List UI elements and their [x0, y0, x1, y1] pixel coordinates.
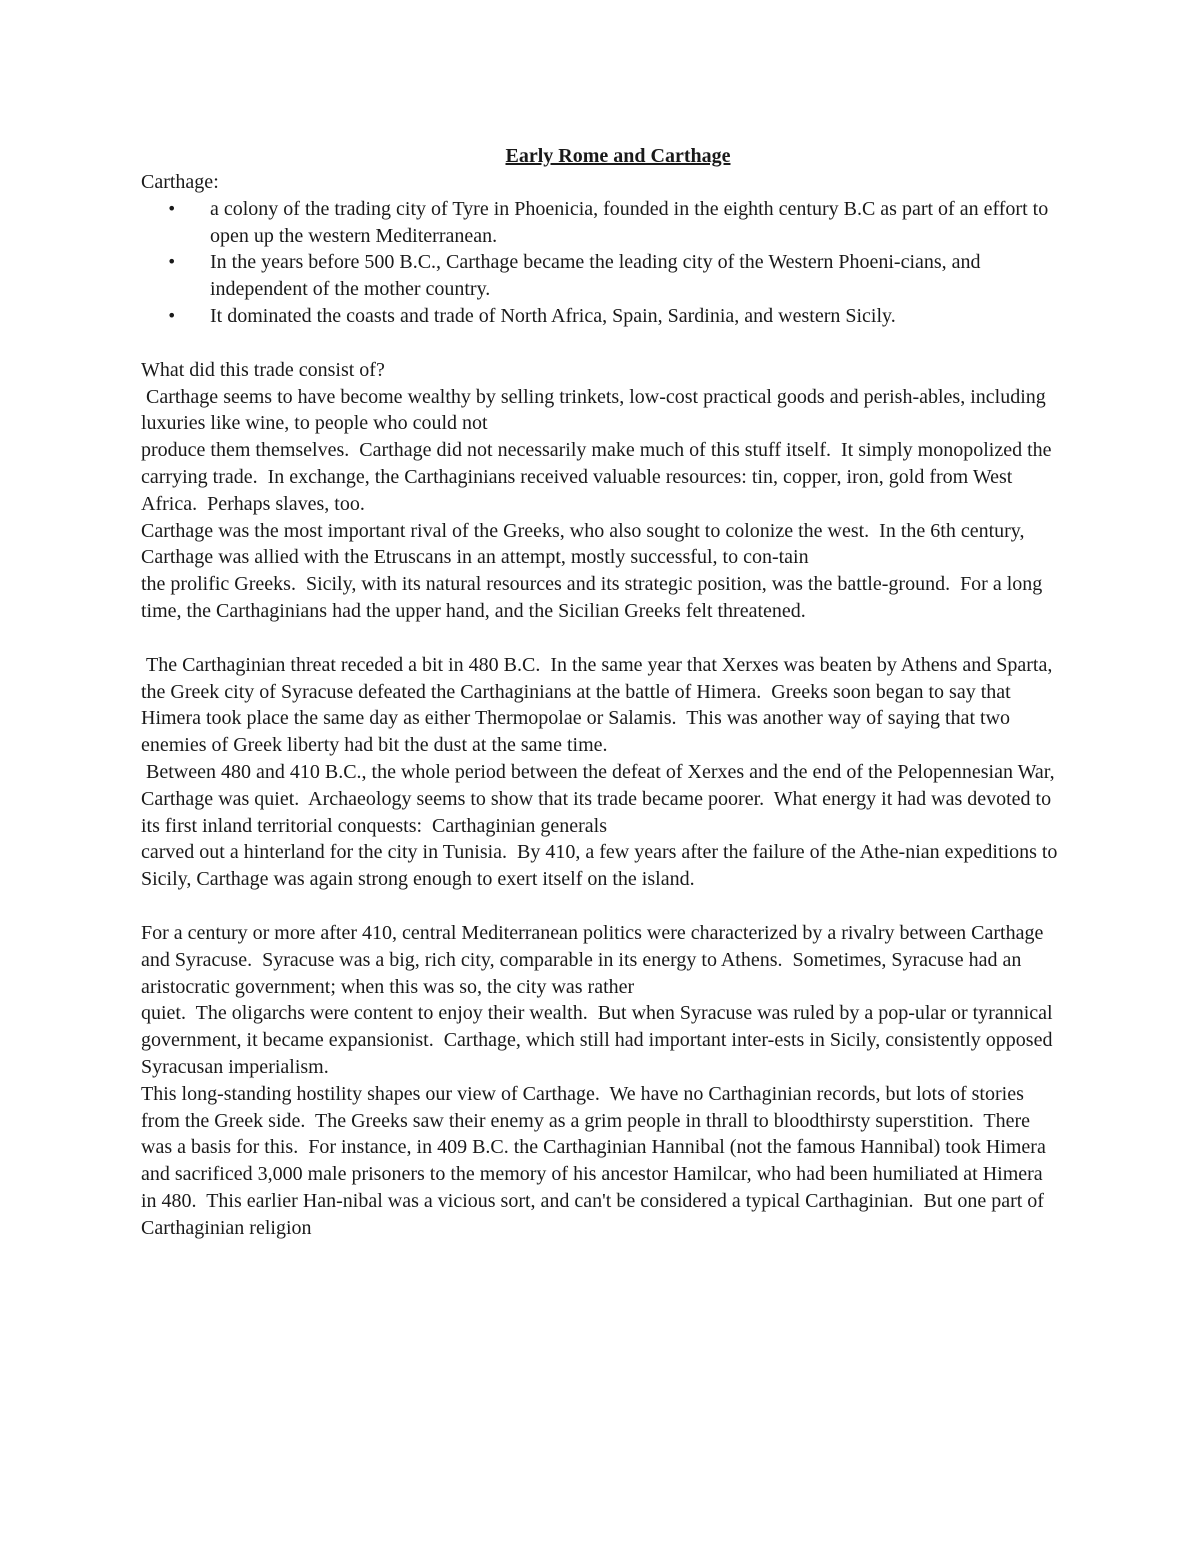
bullet-text: It dominated the coasts and trade of North Africa, Spain, Sardinia, and western Sicily. — [210, 304, 896, 327]
document-title: Early Rome and Carthage — [505, 145, 731, 167]
paragraph: Carthage seems to have become wealthy by selling trinkets, low-cost practical goods and perish-ables, including luxuries like wine, to people who could not produce them themselves. Carthage did not necessarily make much of this stuff itself. It simply monopolized the carrying trade. In exchange, the Carthaginians received valuable resources: tin, copper, iron, gold from West Africa. Perhaps slaves, too. — [141, 385, 1052, 515]
bullet-icon: • — [167, 198, 177, 218]
bullet-icon: • — [167, 252, 177, 272]
bullet-text: a colony of the trading city of Tyre in Phoenicia, founded in the eighth century B.C as part of an effort to open up the western Mediterranean. — [210, 197, 1049, 247]
blank-line — [141, 625, 1061, 652]
paragraph: This long-standing hostility shapes our view of Carthage. We have no Carthaginian records, but lots of stories from the Greek side. The Greeks saw their enemy as a grim people in thrall to bloodthirsty superstition. There was a basis for this. For instance, in 409 B.C. the Carthaginian Hannibal (not the famous Hannibal) took Himera and sacrificed 3,000 male prisoners to the memory of his ancestor Hamilcar, who had been humiliated at Himera in 480. This earlier Han-nibal was a vicious sort, and can't be considered a typical Carthaginian. But one part of Carthaginian religion — [141, 1082, 1051, 1239]
bullet-item — [141, 249, 1061, 303]
paragraph: The Carthaginian threat receded a bit in 480 B.C. In the same year that Xerxes was beaten by Athens and Sparta, the Greek city of Syracuse defeated the Carthaginians at the battle of Himera. Greeks soon began to say that Himera took place the same day as either Thermopolae or Salamis. This was another way of saying that two enemies of Greek liberty had bit the dust at the same time. — [141, 653, 1058, 757]
paragraph: Carthage was the most important rival of the Greeks, who also sought to colonize the west. In the 6th century, Carthage was allied with the Etruscans in an attempt, mostly successful, to con-tain the prolific Greeks. Sicily, with its natural resources and its strategic position, was the battle-ground. For a long time, the Carthaginians had the upper hand, and the Sicilian Greeks felt threatened. — [141, 519, 1043, 622]
bullet-list — [141, 196, 1061, 330]
bullet-text: In the years before 500 B.C., Carthage became the leading city of the Western Phoeni-cians, and independent of the mother country. — [210, 251, 981, 301]
blank-line — [141, 893, 1061, 920]
paragraph: For a century or more after 410, central Mediterranean politics were characterized by a rivalry between Carthage and Syracuse. Syracuse was a big, rich city, comparable in its energy to Athens. Sometimes, Syracuse had an aristocratic government; when this was so, the city was rather quiet. The oligarchs were content to enjoy their wealth. But when Syracuse was ruled by a pop-ular or tyrannical government, it became expansionist. Carthage, which still had important inter-ests in Sicily, consistently opposed Syracusan imperialism. — [141, 921, 1053, 1078]
bullet-item — [141, 196, 1061, 250]
bullet-icon: • — [167, 305, 177, 325]
bullet-item — [141, 303, 1061, 330]
paragraph: Between 480 and 410 B.C., the whole period between the defeat of Xerxes and the end of the Pelopennesian War, Carthage was quiet. Archaeology seems to show that its trade became poorer. What energy it had was devoted to its first inland territorial conquests: Carthaginian generals carved out a hinterland for the city in Tunisia. By 410, a few years after the failure of the Athe-nian expeditions to Sicily, Carthage was again strong enough to exert itself on the island. — [141, 760, 1058, 891]
blank-line — [141, 330, 1061, 357]
section-label: Carthage: — [141, 171, 219, 193]
document-body — [141, 143, 1061, 1241]
question-line: What did this trade consist of? — [141, 358, 385, 381]
